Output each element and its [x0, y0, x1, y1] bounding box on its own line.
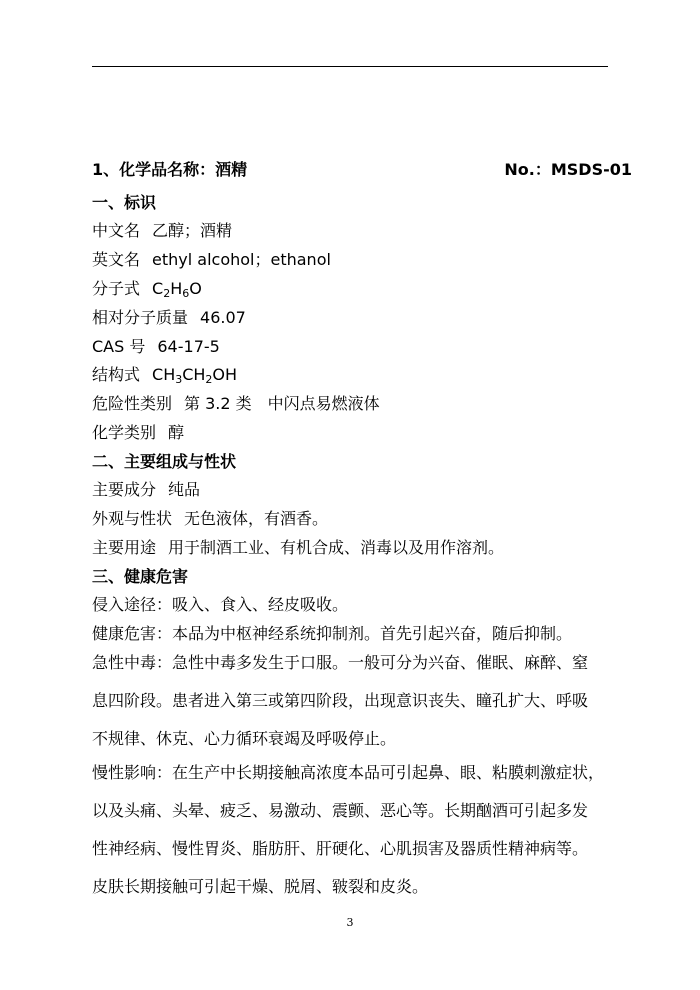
- field-value: ethyl alcohol；ethanol: [152, 249, 331, 269]
- paragraph-route-of-entry: 侵入途径：吸入、食入、经皮吸收。: [92, 594, 349, 614]
- field-label: 主要用途: [92, 537, 157, 557]
- field-cas-number: [92, 337, 632, 357]
- paragraph-chronic-effects: [92, 763, 632, 897]
- field-molecular-weight: [92, 308, 632, 328]
- formula-part: O: [189, 278, 202, 298]
- formula-part: OH: [212, 365, 238, 385]
- paragraph-acute-poisoning: [92, 653, 632, 749]
- field-molecular-formula: [92, 279, 632, 299]
- field-value: 46.07: [200, 307, 246, 327]
- field-label: 英文名: [92, 249, 141, 269]
- field-value: [152, 279, 202, 298]
- formula-subscript: 6: [182, 286, 190, 300]
- page-number: 3: [346, 916, 354, 929]
- paragraph-line: 急性中毒：急性中毒多发生于口服。一般可分为兴奋、催眠、麻醉、窒: [92, 652, 589, 672]
- field-value: 醇: [168, 423, 185, 443]
- chemical-title: 1、化学品名称：酒精: [92, 160, 248, 179]
- paragraph-line: 性神经病、慢性胃炎、脂肪肝、肝硬化、心肌损害及器质性精神病等。: [92, 838, 589, 858]
- formula-subscript: 3: [175, 373, 183, 387]
- field-english-name: [92, 250, 632, 270]
- field-label: CAS 号: [92, 336, 146, 356]
- paragraph-line: 不规律、休克、心力循环衰竭及呼吸停止。: [92, 728, 397, 748]
- field-value: [152, 365, 238, 387]
- header-rule: [92, 66, 608, 67]
- field-label: 主要成分: [92, 480, 157, 500]
- field-value: 用于制酒工业、有机合成、消毒以及用作溶剂。: [168, 537, 505, 557]
- field-value: 64-17-5: [157, 336, 220, 356]
- formula-part: C: [152, 278, 164, 298]
- paragraph-health-hazard: 健康危害：本品为中枢神经系统抑制剂。首先引起兴奋，随后抑制。: [92, 623, 573, 643]
- title-row: [92, 160, 632, 180]
- field-label: 危险性类别: [92, 394, 173, 414]
- field-label: 结构式: [92, 365, 141, 385]
- field-label: 化学类别: [92, 423, 157, 443]
- document-body: [92, 160, 632, 911]
- field-chemical-class: [92, 423, 632, 443]
- field-hazard-class: [92, 394, 632, 414]
- paragraph-line: 以及头痛、头晕、疲乏、易激动、震颤、恶心等。长期酗酒可引起多发: [92, 800, 589, 820]
- formula-subscript: 2: [163, 286, 171, 300]
- field-main-use: [92, 538, 632, 558]
- paragraph-line: 息四阶段。患者进入第三或第四阶段，出现意识丧失、瞳孔扩大、呼吸: [92, 690, 589, 710]
- field-label: 分子式: [92, 278, 141, 298]
- field-chinese-name: [92, 221, 632, 241]
- field-label: 外观与性状: [92, 509, 173, 529]
- field-structural-formula: [92, 365, 632, 385]
- formula-part: H: [170, 278, 183, 298]
- paragraph-line: 皮肤长期接触可引起干燥、脱屑、皲裂和皮炎。: [92, 876, 429, 896]
- field-value: 无色液体，有酒香。: [184, 509, 329, 529]
- field-label: 相对分子质量: [92, 307, 189, 327]
- field-value: 第 3.2 类 中闪点易燃液体: [184, 394, 380, 414]
- section-heading-health-hazards: 三、健康危害: [92, 566, 189, 586]
- field-value: 纯品: [168, 480, 201, 500]
- field-main-component: [92, 480, 632, 500]
- formula-part: CH: [182, 365, 206, 385]
- formula-subscript: 2: [205, 373, 213, 387]
- formula-part: CH: [152, 365, 176, 385]
- document-number: No.：MSDS-01: [504, 160, 632, 179]
- field-value: 乙醇；酒精: [152, 221, 233, 240]
- section-heading-identification: 一、标识: [92, 193, 157, 212]
- section-heading-composition: 二、主要组成与性状: [92, 452, 237, 472]
- field-label: 中文名: [92, 221, 141, 240]
- paragraph-line: 慢性影响：在生产中长期接触高浓度本品可引起鼻、眼、粘膜刺激症状，: [92, 762, 605, 782]
- field-appearance: [92, 509, 632, 529]
